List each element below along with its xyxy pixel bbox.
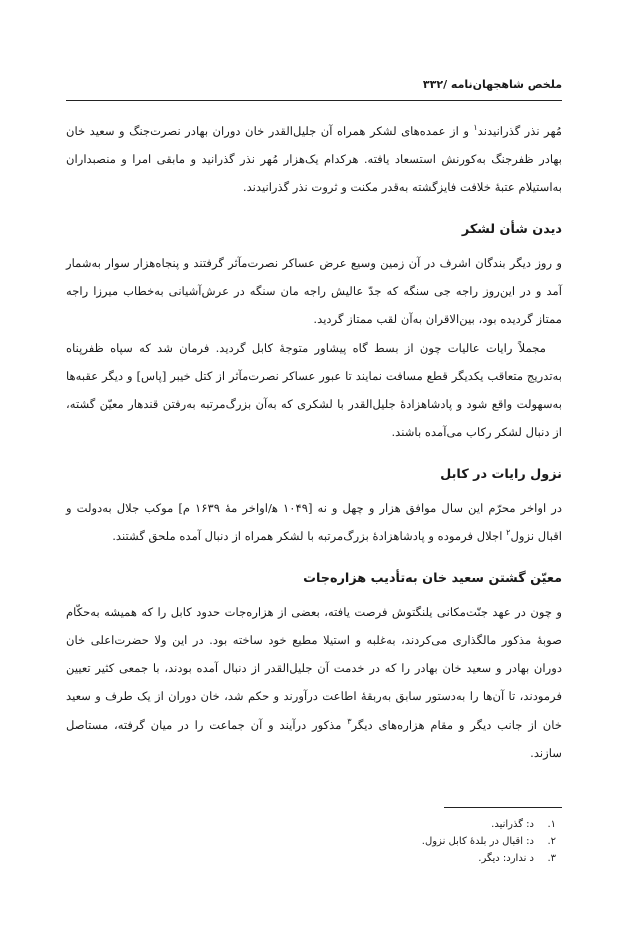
footnote-ref: ۱: [473, 123, 478, 133]
footnote-text: د: اقبال در بلدهٔ کابل نزول.: [421, 836, 534, 847]
paragraph-2: و روز دیگر بندگان اشرف در آن زمین وسیع عرض عساکر نصرت‌مآثر گرفتند و پنجاه‌هزار سوار به‌شمار آمد و در این‌روز راجه جی سنگه که جدّ عالیش راجه مان سنگه در عرش‌آشیانی به‌خطاب میرزا راجه ممتاز گردیده بود، بین‌الاقران به‌آن لقب ممتاز گردید.: [66, 256, 562, 327]
footnote-text: د ندارد: دیگر.: [478, 853, 534, 864]
footnote-divider: [444, 807, 562, 808]
paragraph-5: [66, 598, 562, 767]
footnotes: [66, 816, 556, 867]
footnote-number: ۱.: [547, 819, 556, 830]
section-heading-1: دیدن شأن لشکر: [461, 222, 562, 238]
paragraph-3: مجملاً رایات عالیات چون از بسط گاه پیشاور متوجهٔ کابل گردید. فرمان شد که سپاه ظفرپناه به‌تدریج متعاقب یکدیگر قطع مسافت نمایند تا عبور عساکر نصرت‌مآثر از کتل خیبر [پاس] و دیگر عقبه‌ها به‌سهولت واقع شود و پادشاهزادهٔ جلیل‌القدر با لشکری که به‌آن بزرگ‌مرتبه به‌رفتن قندهار معیّن گشته، از دنبال لشکر رکاب می‌آمده باشند.: [66, 340, 562, 439]
footnote-item: [66, 833, 556, 850]
paragraph-text: مُهر نذر گذرانیدند: [477, 124, 563, 138]
paragraph-text: مذکور درآیند و آن جماعت را در میان گرفته، مستاصل سازند.: [66, 717, 562, 760]
footnote-number: ۳.: [547, 853, 556, 864]
footnote-item: [66, 850, 556, 867]
paragraph-4: [66, 494, 562, 550]
paragraph-1: [66, 117, 562, 201]
paragraph-text: و چون در عهد جنّت‌مکانی یلنگتوش فرصت یافته، بعضی از هزاره‌جات حدود کابل را که همیشه به‌حکّام صوبهٔ مذکور مالگذاری می‌کردند، به‌غلبه و استیلا مطیع خود ساخته بود. در این ولا حضرت‌اعلی خان دوران بهادر و سعید خان بهادر را که در خدمت آن جلیل‌القدر از دنبال آمده بودند، با جمعی کثیر تعیین فرمودند، تا آن‌ها را به‌دستور سابق به‌ربقهٔ اطاعت درآورند و حکم شد، خان دوران از یک طرف و سعید خان از جانب دیگر و مقام هزاره‌های دیگر: [66, 605, 562, 732]
section-heading-3: معیّن گشتن سعید خان به‌تأدیب هزاره‌جات: [303, 571, 562, 587]
footnote-number: ۲.: [547, 836, 556, 847]
body-text: [66, 117, 562, 767]
footnote-text: د: گذرانید.: [491, 819, 534, 830]
paragraph-text: در اواخر محرّم این سال موافق هزار و چهل و نه [۱۰۴۹ ﻫ/اواخر مهٔ ۱۶۳۹ م] موکب جلال به‌دولت و اقبال نزول: [66, 500, 562, 544]
header-divider: [66, 100, 562, 101]
footnote-ref: ۳: [347, 716, 352, 726]
paragraph-text: اجلال فرموده و پادشاهزادهٔ بزرگ‌مرتبه با لشکر همراه از دنبال آمده ملحق گشتند.: [112, 529, 507, 544]
section-heading-2: نزول رایات در کابل: [440, 466, 562, 482]
running-header: ملخص شاهجهان‌نامه /۳۳۲: [422, 78, 562, 91]
paragraph-text: و از عمده‌های لشکر همراه آن جلیل‌القدر خان دوران بهادر نصرت‌جنگ و سعید خان بهادر ظفرجنگ به‌کورنش استسعاد یافته. هرکدام یک‌هزار مُهر نذر گذرانید و مابقی امرا و منصبداران به‌استیلام عتبهٔ خلافت فایزگشته به‌قدر مکنت و ثروت نذر گذرانیدند.: [66, 124, 562, 195]
footnote-item: [66, 816, 556, 833]
footnote-ref: ۲: [506, 528, 511, 538]
